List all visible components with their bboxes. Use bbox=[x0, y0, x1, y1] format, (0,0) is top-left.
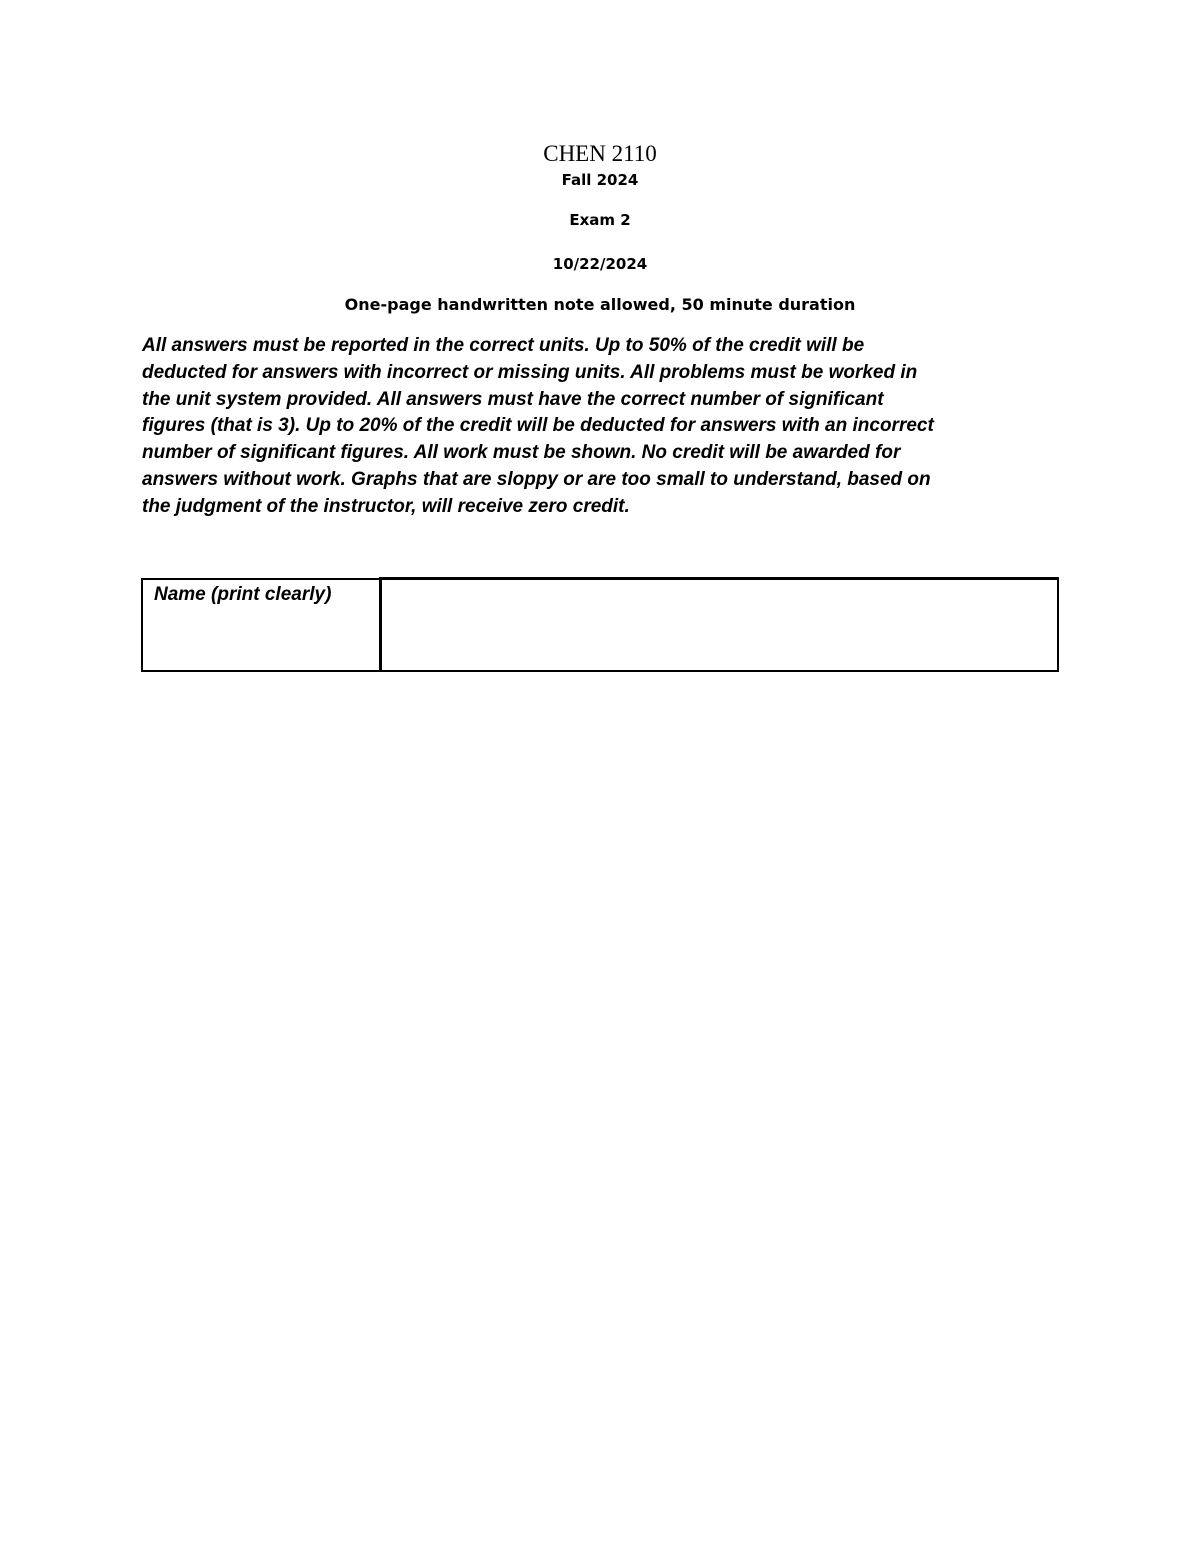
instructions-line: the unit system provided. All answers must have the correct number of significant bbox=[142, 388, 884, 410]
name-label: Name (print clearly) bbox=[154, 583, 332, 605]
exam-date: 10/22/2024 bbox=[552, 255, 648, 273]
name-row bbox=[142, 579, 1058, 672]
exam-note: One-page handwritten note allowed, 50 minute duration bbox=[344, 295, 856, 314]
instructions-line: the judgment of the instructor, will receive zero credit. bbox=[142, 495, 630, 517]
instructions-line: answers without work. Graphs that are sloppy or are too small to understand, based on bbox=[142, 468, 931, 490]
name-input-cell[interactable] bbox=[381, 579, 1059, 672]
exam-title: Exam 2 bbox=[569, 211, 631, 229]
name-label-cell bbox=[142, 579, 381, 672]
term-label: Fall 2024 bbox=[561, 171, 639, 189]
course-title: CHEN 2110 bbox=[543, 141, 657, 166]
instructions-line: deducted for answers with incorrect or missing units. All problems must be worked in bbox=[142, 361, 918, 383]
instructions-line: number of significant figures. All work must be shown. No credit will be awarded for bbox=[142, 442, 901, 464]
instructions-line: figures (that is 3). Up to 20% of the credit will be deducted for answers with an incorrect bbox=[142, 415, 934, 437]
name-input[interactable] bbox=[382, 580, 1057, 669]
instructions-paragraph bbox=[142, 333, 1062, 521]
instructions-line: All answers must be reported in the correct units. Up to 50% of the credit will be bbox=[142, 335, 865, 356]
name-table bbox=[141, 577, 1059, 672]
